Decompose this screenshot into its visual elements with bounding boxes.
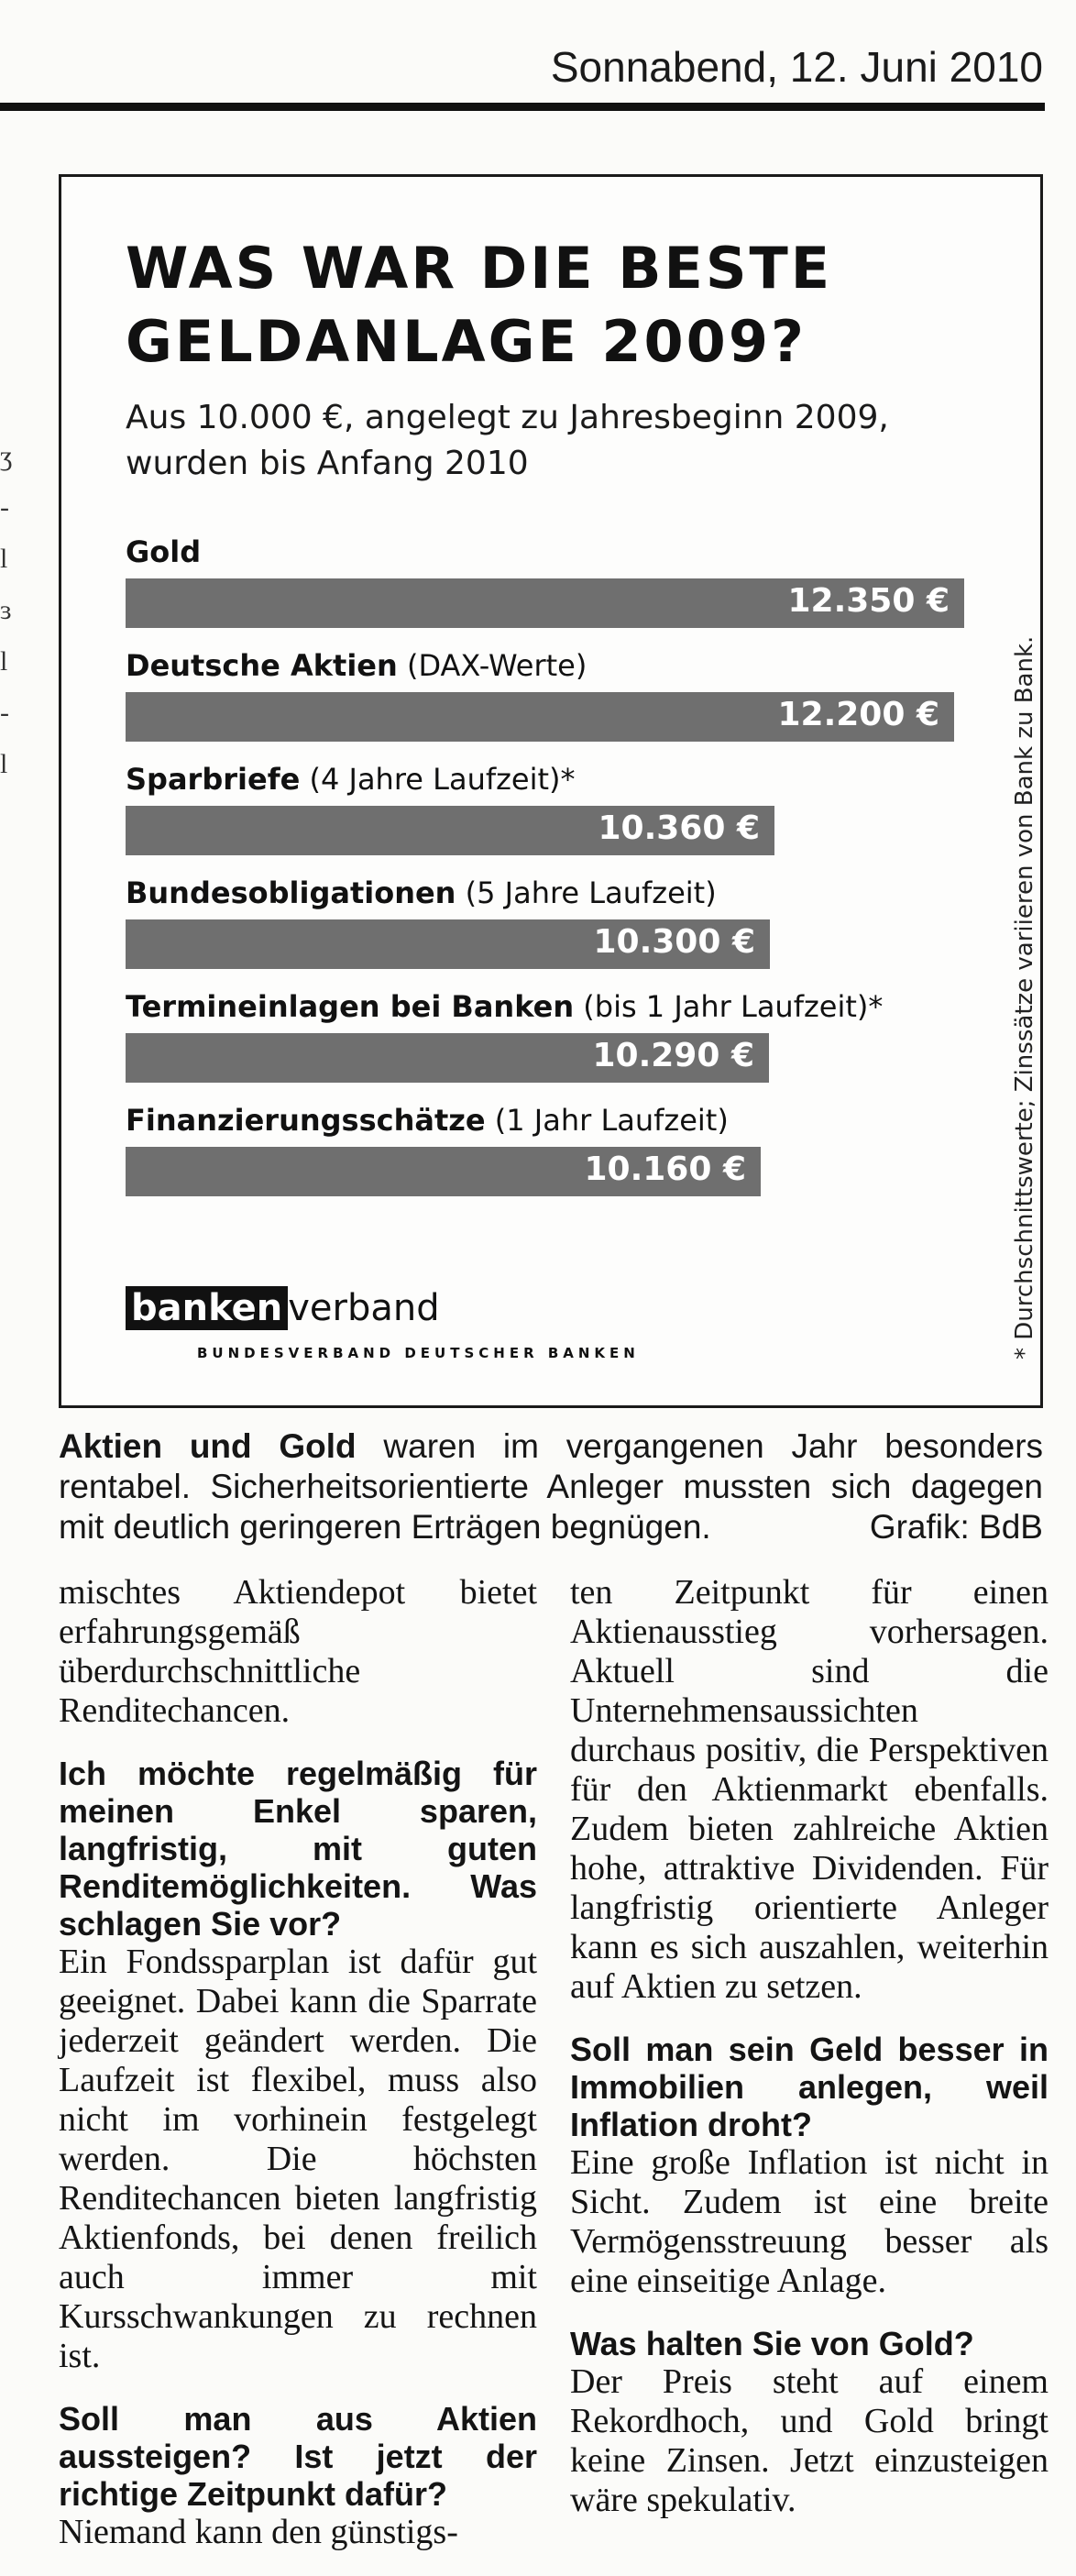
bar-label [126, 875, 717, 910]
article-paragraph: Ein Fondssparplan ist dafür gut geeignet. Dabei kann die Sparrate jederzeit geändert werden. Die Laufzeit ist flexibel, muss also nicht im vorhinein festgelegt werden. Die höchsten Renditechancen bieten langfristig Aktienfonds, bei denen freilich auch immer mit Kursschwankungen zu rechnen ist. [59, 1943, 537, 2375]
bar-value-label: 12.350 € [787, 582, 950, 620]
bar-label-name: Deutsche Aktien [126, 648, 398, 683]
bar-label-detail: (DAX-Werte) [397, 648, 587, 683]
interview-question: Was halten Sie von Gold? [570, 2325, 974, 2362]
bar-value-label: 12.200 € [777, 696, 939, 733]
margin-fragments: ʒ - l ɜ l - l [0, 441, 13, 779]
bar-label-detail: (4 Jahre Laufzeit)* [300, 762, 576, 797]
article-paragraph: Der Preis steht auf einem Rekordhoch, und Gold bringt keine Zinsen. Jetzt einzusteigen wäre spekulativ. [570, 2362, 1049, 2519]
bar [126, 692, 954, 742]
article-column-right [570, 1573, 1049, 2544]
infographic-box [59, 174, 1043, 1408]
bar-value-label: 10.290 € [592, 1037, 754, 1074]
caption-bold: Aktien und Gold [59, 1427, 357, 1465]
bankenverband-logo [126, 1286, 440, 1334]
bar-label-name: Sparbriefe [126, 762, 301, 797]
bar-value-label: 10.300 € [593, 923, 755, 961]
header-rule [0, 103, 1045, 111]
interview-question: Soll man aus Aktien aussteigen? Ist jetzt der richtige Zeitpunkt dafür? [59, 2400, 537, 2513]
bar-label [126, 534, 201, 569]
article-paragraph: Eine große Inflation ist nicht in Sicht. Zudem ist eine breite Vermögensstreuung besser als eine einseitige Anlage. [570, 2143, 1049, 2300]
bar-label [126, 648, 587, 683]
logo-subline: BUNDESVERBAND DEUTSCHER BANKEN [197, 1345, 640, 1361]
bar [126, 578, 964, 628]
interview-question: Soll man sein Geld besser in Immobilien anlegen, weil Inflation droht? [570, 2031, 1049, 2143]
dateline: Sonnabend, 12. Juni 2010 [550, 43, 1043, 91]
graphic-caption [59, 1426, 1043, 1547]
caption-text: waren im vergangenen Jahr besonders rentabel. Sicherheitsorientierte Anleger mussten sich dagegen mit deutlich geringeren Erträgen begnügen. [59, 1427, 1044, 1546]
bar-label-name: Termineinlagen bei Banken [126, 989, 575, 1024]
bar-value-label: 10.160 € [584, 1150, 746, 1188]
bar [126, 1147, 761, 1196]
bar-label-name: Bundesobligationen [126, 875, 456, 910]
logo-box-text: banken [126, 1286, 288, 1330]
bar [126, 806, 774, 855]
bar [126, 1033, 769, 1083]
bar-label [126, 762, 576, 797]
bar-label-detail: (5 Jahre Laufzeit) [456, 875, 717, 910]
article-paragraph: mischtes Aktiendepot bietet erfahrungsgemäß überdurchschnittliche Renditechancen. [59, 1573, 537, 1730]
bar-label-detail: (bis 1 Jahr Laufzeit)* [574, 989, 884, 1024]
interview-question: Ich möchte regelmäßig für meinen Enkel sparen, langfristig, mit guten Renditemöglichkeiten. Was schlagen Sie vor? [59, 1755, 537, 1943]
article-paragraph: Niemand kann den günstigs- [59, 2513, 458, 2551]
bar-label [126, 1103, 729, 1138]
bar [126, 919, 770, 969]
bar-label-name: Gold [126, 534, 202, 569]
bar-label-name: Finanzierungsschätze [126, 1103, 486, 1138]
logo-rest-text: verband [288, 1287, 440, 1329]
article-paragraph: ten Zeitpunkt für einen Aktienausstieg vorhersagen. Aktuell sind die Unternehmensaussichten durchaus positiv, die Perspektiven für den Aktienmarkt ebenfalls. Zudem bieten zahlreiche Aktien hohe, attraktive Dividenden. Für langfristig orientierte Anleger kann es sich auszahlen, weiterhin auf Aktien zu setzen. [570, 1573, 1049, 2006]
bar-value-label: 10.360 € [598, 809, 760, 847]
graphic-credit: Grafik: BdB [869, 1508, 1043, 1546]
bar-label-detail: (1 Jahr Laufzeit) [485, 1103, 729, 1138]
article-column-left [59, 1573, 537, 2576]
bar-label [126, 989, 883, 1024]
graphic-subtitle: Aus 10.000 €, angelegt zu Jahresbeginn 2009, wurden bis Anfang 2010 [126, 399, 889, 482]
graphic-title: WAS WAR DIE BESTE GELDANLAGE 2009? [126, 235, 833, 375]
footnote-vertical: * Durchschnittswerte; Zinssätze variieren von Bank zu Bank. [1011, 635, 1038, 1360]
